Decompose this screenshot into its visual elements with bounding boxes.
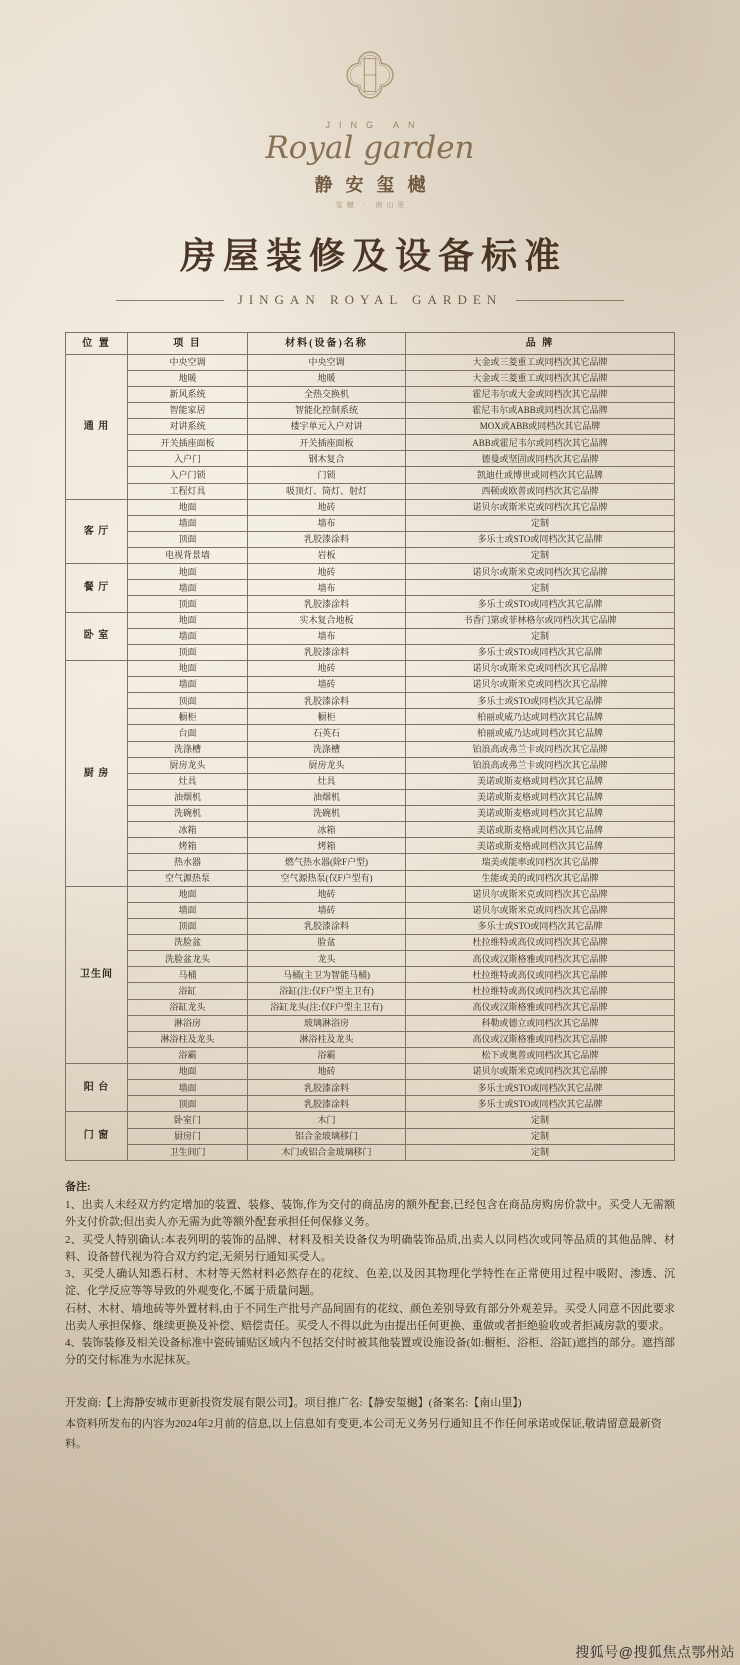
table-row: [66, 1112, 675, 1128]
brand-cell: 美诺或斯麦格或同档次其它品牌: [406, 822, 675, 838]
page-subtitle: [65, 292, 675, 308]
material-cell: 墙布: [248, 580, 406, 596]
table-row: [66, 515, 675, 531]
material-cell: 吸顶灯、筒灯、射灯: [248, 483, 406, 499]
brand-cell: 定制: [406, 580, 675, 596]
brand-cell: 高仪或汉斯格雅或同档次其它品牌: [406, 951, 675, 967]
brand-cell: 诺贝尔或斯米克或同档次其它品牌: [406, 499, 675, 515]
item-cell: 入户门锁: [128, 467, 248, 483]
item-cell: 电视背景墙: [128, 548, 248, 564]
item-cell: 厨房门: [128, 1128, 248, 1144]
table-row: [66, 838, 675, 854]
item-cell: 顶面: [128, 596, 248, 612]
material-cell: 乳胶漆涂料: [248, 644, 406, 660]
item-cell: 洗脸盆龙头: [128, 951, 248, 967]
brand-cell: 大金或三菱重工或同档次其它品牌: [406, 354, 675, 370]
brand-cell: 定制: [406, 628, 675, 644]
notes-paragraph: 1、出卖人未经双方约定增加的装置、装修、装饰,作为交付的商品房的额外配套,已经包含在商品房购房价款中。买受人无需额外支付价款;但出卖人亦无需为此等额外配套承担任何保修义务。: [65, 1199, 675, 1229]
item-cell: 顶面: [128, 918, 248, 934]
material-cell: 厨房龙头: [248, 757, 406, 773]
material-cell: 中央空调: [248, 354, 406, 370]
table-row: [66, 628, 675, 644]
material-cell: 油烟机: [248, 789, 406, 805]
table-row: [66, 999, 675, 1015]
material-cell: 冰箱: [248, 822, 406, 838]
material-cell: 乳胶漆涂料: [248, 531, 406, 547]
brand-cell: 多乐士或STO或同档次其它品牌: [406, 531, 675, 547]
material-cell: 实木复合地板: [248, 612, 406, 628]
item-cell: 工程灯具: [128, 483, 248, 499]
table-row: [66, 854, 675, 870]
material-cell: 洗涤槽: [248, 741, 406, 757]
brand-cell: 西顿或欧普或同档次其它品牌: [406, 483, 675, 499]
brand-cell: 生能或美的或同档次其它品牌: [406, 870, 675, 886]
brand-subname: 玺樾 · 南山里: [335, 201, 409, 209]
table-row: [66, 951, 675, 967]
brand-cell: ABB或霍尼韦尔或同档次其它品牌: [406, 435, 675, 451]
location-cell: 阳 台: [66, 1064, 128, 1112]
brand-cell: 定制: [406, 1112, 675, 1128]
location-cell: 卫生间: [66, 886, 128, 1063]
item-cell: 淋浴柱及龙头: [128, 1031, 248, 1047]
item-cell: 洗脸盆: [128, 935, 248, 951]
table-row: [66, 483, 675, 499]
item-cell: 浴霸: [128, 1047, 248, 1063]
brand-cell: 凯迪仕或博世或同档次其它品牌: [406, 467, 675, 483]
brand-cell: 定制: [406, 1144, 675, 1160]
item-cell: 地面: [128, 886, 248, 902]
notes-paragraph: 4、装饰装修及相关设备标准中瓷砖铺贴区域内不包括交付时被其他装置或设施设备(如:橱柜、浴柜、浴缸)遮挡的部分。遮挡部分的交付标准为水泥抹灰。: [65, 1337, 675, 1366]
material-cell: 开关插座面板: [248, 435, 406, 451]
brand-cell: 霍尼韦尔或ABB或同档次其它品牌: [406, 402, 675, 418]
material-cell: 铝合金玻璃移门: [248, 1128, 406, 1144]
material-cell: 浴缸龙头(注:仅F户型主卫有): [248, 999, 406, 1015]
brand-cell: 瑞美或能率或同档次其它品牌: [406, 854, 675, 870]
developer-line: 开发商:【上海静安城市更新投资发展有限公司】。项目推广名:【静安玺樾】(备案名:【南山里】): [65, 1396, 522, 1409]
table-row: [66, 741, 675, 757]
item-cell: 墙面: [128, 580, 248, 596]
material-cell: 地砖: [248, 564, 406, 580]
watermark: 搜狐号@搜狐焦点鄂州站: [575, 1644, 735, 1660]
brand-cell: 高仪或汉斯格雅或同档次其它品牌: [406, 1031, 675, 1047]
item-cell: 地暖: [128, 370, 248, 386]
item-cell: 地面: [128, 612, 248, 628]
brand-cell: 书香门第或菲林格尔或同档次其它品牌: [406, 612, 675, 628]
brand-script-text: Royal garden: [265, 130, 475, 166]
brand-cell: 定制: [406, 548, 675, 564]
column-header: 材料(设备)名称: [248, 333, 406, 355]
table-row: [66, 1064, 675, 1080]
location-cell: 通 用: [66, 354, 128, 499]
brand-cell: 高仪或汉斯格雅或同档次其它品牌: [406, 999, 675, 1015]
material-cell: 燃气热水器(除F户型): [248, 854, 406, 870]
brand-cell: 德曼或坚固或同档次其它品牌: [406, 451, 675, 467]
item-cell: 墙面: [128, 902, 248, 918]
material-cell: 木门或铝合金玻璃移门: [248, 1144, 406, 1160]
material-cell: 浴霸: [248, 1047, 406, 1063]
item-cell: 入户门: [128, 451, 248, 467]
table-row: [66, 660, 675, 676]
material-cell: 地砖: [248, 660, 406, 676]
material-cell: 地砖: [248, 886, 406, 902]
brand-cell: 多乐士或STO或同档次其它品牌: [406, 1080, 675, 1096]
item-cell: 对讲系统: [128, 419, 248, 435]
item-cell: 空气源热泵: [128, 870, 248, 886]
brand-cell: 诺贝尔或斯米克或同档次其它品牌: [406, 1064, 675, 1080]
material-cell: 岩板: [248, 548, 406, 564]
notes-paragraphs: [65, 1197, 675, 1368]
brand-cell: 铂浪高或弗兰卡或同档次其它品牌: [406, 757, 675, 773]
table-row: [66, 806, 675, 822]
spec-table-header-row: [66, 333, 675, 355]
material-cell: 洗碗机: [248, 806, 406, 822]
material-cell: 乳胶漆涂料: [248, 596, 406, 612]
item-cell: 中央空调: [128, 354, 248, 370]
item-cell: 橱柜: [128, 709, 248, 725]
material-cell: 石英石: [248, 725, 406, 741]
table-row: [66, 789, 675, 805]
table-row: [66, 548, 675, 564]
table-row: [66, 757, 675, 773]
brand-cell: 定制: [406, 515, 675, 531]
notes-paragraph: 石材、木材、墙地砖等外置材料,由于不同生产批号产品间固有的花纹、颜色差别导致有部分外观差异。买受人同意不因此要求出卖人承担保修、继续更换及补偿、赔偿责任。买受人不得以此为由提出任何更换、重做或者拒绝验收或者拒减房款的要求。: [65, 1302, 675, 1332]
table-row: [66, 499, 675, 515]
item-cell: 台面: [128, 725, 248, 741]
item-cell: 卫生间门: [128, 1144, 248, 1160]
table-row: [66, 354, 675, 370]
table-row: [66, 596, 675, 612]
material-cell: 龙头: [248, 951, 406, 967]
location-cell: 卧 室: [66, 612, 128, 660]
page-title: 房屋装修及设备标准: [179, 236, 567, 276]
material-cell: 墙砖: [248, 677, 406, 693]
table-row: [66, 870, 675, 886]
item-cell: 卧室门: [128, 1112, 248, 1128]
table-row: [66, 564, 675, 580]
material-cell: 地砖: [248, 499, 406, 515]
brand-cell: 美诺或斯麦格或同档次其它品牌: [406, 789, 675, 805]
material-cell: 灶具: [248, 773, 406, 789]
item-cell: 油烟机: [128, 789, 248, 805]
table-row: [66, 580, 675, 596]
item-cell: 厨房龙头: [128, 757, 248, 773]
footer: [65, 1393, 675, 1456]
brand-cell: 美诺或斯麦格或同档次其它品牌: [406, 806, 675, 822]
table-row: [66, 1096, 675, 1112]
table-row: [66, 709, 675, 725]
material-cell: 木门: [248, 1112, 406, 1128]
table-row: [66, 918, 675, 934]
table-row: [66, 402, 675, 418]
item-cell: 开关插座面板: [128, 435, 248, 451]
brand-cell: 杜拉维特或高仪或同档次其它品牌: [406, 983, 675, 999]
material-cell: 门锁: [248, 467, 406, 483]
material-cell: 地砖: [248, 1064, 406, 1080]
material-cell: 地暖: [248, 370, 406, 386]
table-row: [66, 435, 675, 451]
location-cell: 客 厅: [66, 499, 128, 564]
location-cell: 餐 厅: [66, 564, 128, 612]
material-cell: 乳胶漆涂料: [248, 918, 406, 934]
item-cell: 洗碗机: [128, 806, 248, 822]
brand-cell: 多乐士或STO或同档次其它品牌: [406, 693, 675, 709]
item-cell: 热水器: [128, 854, 248, 870]
table-row: [66, 822, 675, 838]
material-cell: 浴缸(注:仅F户型主卫有): [248, 983, 406, 999]
brand-cell: 诺贝尔或斯米克或同档次其它品牌: [406, 902, 675, 918]
disclaimer-line: 本资料所发布的内容为2024年2月前的信息,以上信息如有变更,本公司无义务另行通知且不作任何承诺或保证,敬请留意最新资料。: [65, 1417, 662, 1451]
notes-paragraph: 2、买受人特别确认:本表列明的装饰的品牌、材料及相关设备仅为明确装饰品质,出卖人以同档次或同等品质的其他品牌、材料、设备替代视为符合双方约定,无须另行通知买受人。: [65, 1233, 675, 1263]
material-cell: 乳胶漆涂料: [248, 1080, 406, 1096]
material-cell: 智能化控制系统: [248, 402, 406, 418]
subtitle-text: JINGAN ROYAL GARDEN: [237, 292, 503, 307]
brand-cell: 定制: [406, 1128, 675, 1144]
material-cell: 橱柜: [248, 709, 406, 725]
table-row: [66, 1128, 675, 1144]
material-cell: 楼宇单元入户对讲: [248, 419, 406, 435]
item-cell: 顶面: [128, 531, 248, 547]
item-cell: 墙面: [128, 628, 248, 644]
column-header: 项 目: [128, 333, 248, 355]
notes-label: 备注:: [65, 1180, 91, 1193]
brand-emblem-icon: [329, 34, 411, 116]
item-cell: 淋浴房: [128, 1015, 248, 1031]
material-cell: 空气源热泵(仅F户型有): [248, 870, 406, 886]
brand-cell: 霍尼韦尔或大金或同档次其它品牌: [406, 386, 675, 402]
table-row: [66, 1144, 675, 1160]
column-header: 位 置: [66, 333, 128, 355]
table-row: [66, 612, 675, 628]
brand-cell: 杜拉维特或高仪或同档次其它品牌: [406, 935, 675, 951]
subtitle-rule-left: [116, 300, 224, 301]
brand-cell: 松下或奥普或同档次其它品牌: [406, 1047, 675, 1063]
item-cell: 洗涤槽: [128, 741, 248, 757]
brand-jingan-text: JING AN: [325, 120, 424, 130]
item-cell: 烤箱: [128, 838, 248, 854]
brand-cell: 柏丽或威乃达或同档次其它品牌: [406, 709, 675, 725]
table-row: [66, 725, 675, 741]
location-cell: 门 窗: [66, 1112, 128, 1160]
brand-cell: 杜拉维特或高仪或同档次其它品牌: [406, 967, 675, 983]
table-row: [66, 693, 675, 709]
brand-cell: 美诺或斯麦格或同档次其它品牌: [406, 838, 675, 854]
item-cell: 地面: [128, 564, 248, 580]
material-cell: 钢木复合: [248, 451, 406, 467]
table-row: [66, 935, 675, 951]
brand-cell: 诺贝尔或斯米克或同档次其它品牌: [406, 886, 675, 902]
brand-cell: 多乐士或STO或同档次其它品牌: [406, 596, 675, 612]
brand-cell: 诺贝尔或斯米克或同档次其它品牌: [406, 564, 675, 580]
brand-cell: 多乐士或STO或同档次其它品牌: [406, 644, 675, 660]
item-cell: 顶面: [128, 644, 248, 660]
table-row: [66, 1080, 675, 1096]
column-header: 品 牌: [406, 333, 675, 355]
material-cell: 烤箱: [248, 838, 406, 854]
item-cell: 地面: [128, 499, 248, 515]
table-row: [66, 1015, 675, 1031]
item-cell: 冰箱: [128, 822, 248, 838]
material-cell: 马桶(主卫为智能马桶): [248, 967, 406, 983]
material-cell: 乳胶漆涂料: [248, 693, 406, 709]
table-row: [66, 644, 675, 660]
brand-cell: 铂浪高或弗兰卡或同档次其它品牌: [406, 741, 675, 757]
brand-cell: 多乐士或STO或同档次其它品牌: [406, 1096, 675, 1112]
location-cell: 厨 房: [66, 660, 128, 886]
item-cell: 顶面: [128, 693, 248, 709]
item-cell: 智能家居: [128, 402, 248, 418]
brand-cell: 柏丽或威乃达或同档次其它品牌: [406, 725, 675, 741]
item-cell: 马桶: [128, 967, 248, 983]
table-row: [66, 1031, 675, 1047]
table-row: [66, 386, 675, 402]
material-cell: 乳胶漆涂料: [248, 1096, 406, 1112]
material-cell: 玻璃淋浴房: [248, 1015, 406, 1031]
material-cell: 脸盆: [248, 935, 406, 951]
brand-cell: 多乐士或STO或同档次其它品牌: [406, 918, 675, 934]
spec-table: [65, 332, 675, 1161]
item-cell: 地面: [128, 1064, 248, 1080]
table-row: [66, 451, 675, 467]
spec-table-body: [66, 354, 675, 1160]
table-row: [66, 967, 675, 983]
table-row: [66, 1047, 675, 1063]
item-cell: 浴缸龙头: [128, 999, 248, 1015]
brand-chinese-name: 静安玺樾: [314, 175, 439, 195]
item-cell: 灶具: [128, 773, 248, 789]
notes: [65, 1179, 675, 1369]
table-row: [66, 419, 675, 435]
table-row: [66, 370, 675, 386]
material-cell: 全热交换机: [248, 386, 406, 402]
item-cell: 墙面: [128, 515, 248, 531]
notes-paragraph: 3、买受人确认知悉石材、木材等天然材料必然存在的花纹、色差,以及因其物理化学特性在正常使用过程中吸附、渗透、沉淀、化学反应等等导致的外观变化,不属于质量问题。: [65, 1268, 675, 1298]
brand-cell: 美诺或斯麦格或同档次其它品牌: [406, 773, 675, 789]
brand-cell: 科勒或德立或同档次其它品牌: [406, 1015, 675, 1031]
material-cell: 墙布: [248, 515, 406, 531]
table-row: [66, 886, 675, 902]
material-cell: 淋浴柱及龙头: [248, 1031, 406, 1047]
item-cell: 顶面: [128, 1096, 248, 1112]
item-cell: 墙面: [128, 677, 248, 693]
subtitle-rule-right: [516, 300, 624, 301]
brand-cell: MOX或ABB或同档次其它品牌: [406, 419, 675, 435]
table-row: [66, 773, 675, 789]
item-cell: 浴缸: [128, 983, 248, 999]
item-cell: 地面: [128, 660, 248, 676]
table-row: [66, 531, 675, 547]
table-row: [66, 902, 675, 918]
item-cell: 新风系统: [128, 386, 248, 402]
brand-logo: [65, 0, 675, 210]
brand-cell: 诺贝尔或斯米克或同档次其它品牌: [406, 660, 675, 676]
brand-cell: 大金或三菱重工或同档次其它品牌: [406, 370, 675, 386]
material-cell: 墙布: [248, 628, 406, 644]
table-row: [66, 467, 675, 483]
material-cell: 墙砖: [248, 902, 406, 918]
table-row: [66, 983, 675, 999]
table-row: [66, 677, 675, 693]
brand-cell: 诺贝尔或斯米克或同档次其它品牌: [406, 677, 675, 693]
item-cell: 墙面: [128, 1080, 248, 1096]
